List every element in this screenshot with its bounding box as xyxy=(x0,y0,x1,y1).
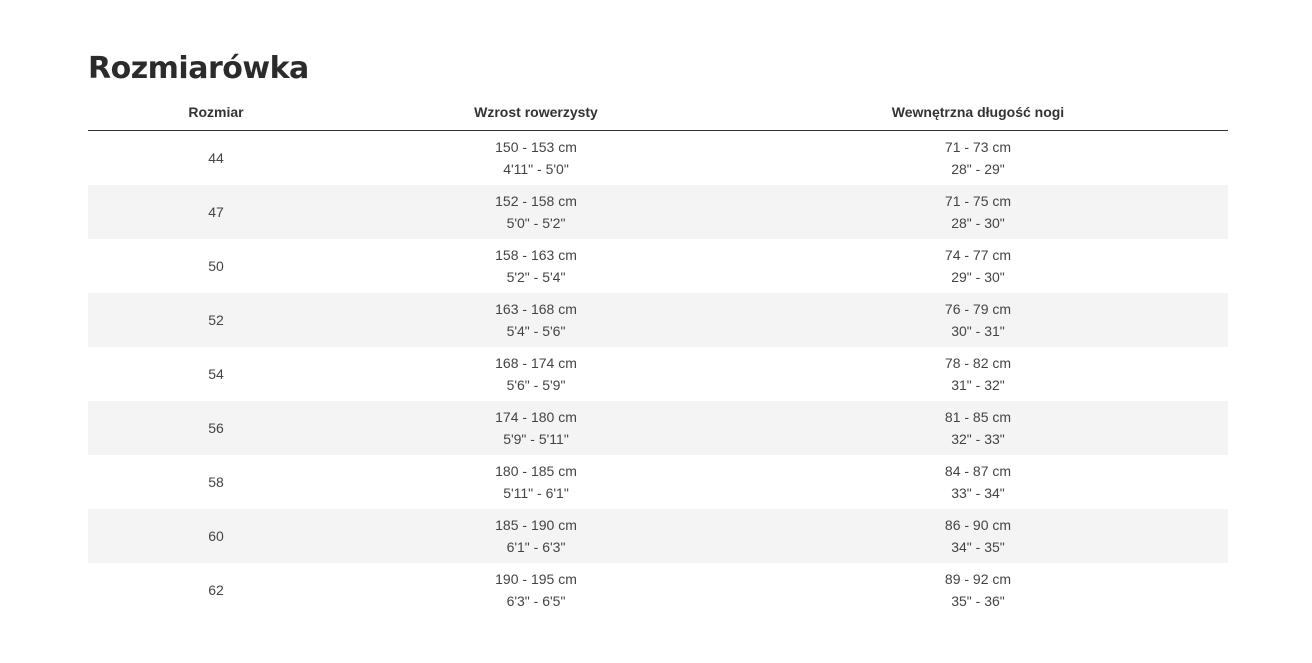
inseam-cell xyxy=(728,401,1228,455)
height-cm: 150 - 153 cm xyxy=(495,138,577,155)
page-title: Rozmiarówka xyxy=(88,51,309,86)
height-cm: 152 - 158 cm xyxy=(495,192,577,209)
height-in: 4'11" - 5'0" xyxy=(503,160,569,177)
column-header-rider-height: Wzrost rowerzysty xyxy=(344,94,728,131)
inseam-cell xyxy=(728,185,1228,239)
table-row xyxy=(88,239,1228,293)
size-table xyxy=(88,94,1228,617)
inseam-in: 29" - 30" xyxy=(951,268,1005,285)
inseam-in: 31" - 32" xyxy=(951,376,1005,393)
inseam-cm: 71 - 73 cm xyxy=(944,138,1012,155)
rider-height-cell xyxy=(344,185,728,239)
table-row xyxy=(88,347,1228,401)
size-chart-section xyxy=(88,50,1228,617)
size-cell: 56 xyxy=(208,419,224,436)
inseam-cell xyxy=(728,509,1228,563)
height-cm: 163 - 168 cm xyxy=(495,300,577,317)
rider-height-cell xyxy=(344,131,728,185)
rider-height-cell xyxy=(344,563,728,617)
height-cm: 174 - 180 cm xyxy=(495,408,577,425)
height-in: 5'0" - 5'2" xyxy=(506,214,566,231)
height-in: 6'1" - 6'3" xyxy=(506,538,566,555)
inseam-in: 28" - 29" xyxy=(951,160,1005,177)
size-cell: 54 xyxy=(208,365,224,382)
table-row xyxy=(88,455,1228,509)
rider-height-cell xyxy=(344,347,728,401)
inseam-cm: 76 - 79 cm xyxy=(944,300,1012,317)
table-row xyxy=(88,563,1228,617)
table-row xyxy=(88,401,1228,455)
size-cell: 52 xyxy=(208,311,224,328)
size-cell: 58 xyxy=(208,473,224,490)
inseam-in: 28" - 30" xyxy=(951,214,1005,231)
inseam-cm: 84 - 87 cm xyxy=(944,462,1012,479)
inseam-cell xyxy=(728,131,1228,185)
table-row xyxy=(88,131,1228,185)
inseam-cell xyxy=(728,293,1228,347)
inseam-cm: 78 - 82 cm xyxy=(944,354,1012,371)
inseam-cm: 81 - 85 cm xyxy=(944,408,1012,425)
rider-height-cell xyxy=(344,239,728,293)
column-header-size: Rozmiar xyxy=(88,94,344,131)
size-cell: 62 xyxy=(208,581,224,598)
table-row xyxy=(88,185,1228,239)
height-cm: 185 - 190 cm xyxy=(495,516,577,533)
height-cm: 168 - 174 cm xyxy=(495,354,577,371)
height-in: 5'11" - 6'1" xyxy=(503,484,569,501)
inseam-in: 33" - 34" xyxy=(951,484,1005,501)
inseam-cell xyxy=(728,455,1228,509)
size-cell: 60 xyxy=(208,527,224,544)
height-cm: 180 - 185 cm xyxy=(495,462,577,479)
inseam-cell xyxy=(728,239,1228,293)
inseam-in: 30" - 31" xyxy=(951,322,1005,339)
table-body xyxy=(88,131,1228,617)
height-in: 5'9" - 5'11" xyxy=(503,430,569,447)
inseam-in: 32" - 33" xyxy=(951,430,1005,447)
inseam-cm: 89 - 92 cm xyxy=(944,570,1012,587)
rider-height-cell xyxy=(344,401,728,455)
rider-height-cell xyxy=(344,455,728,509)
inseam-in: 34" - 35" xyxy=(951,538,1005,555)
rider-height-cell xyxy=(344,509,728,563)
table-row xyxy=(88,509,1228,563)
height-in: 5'6" - 5'9" xyxy=(506,376,566,393)
table-header-row xyxy=(88,94,1228,131)
height-cm: 158 - 163 cm xyxy=(495,246,577,263)
inseam-in: 35" - 36" xyxy=(951,592,1005,609)
inseam-cell xyxy=(728,563,1228,617)
height-in: 6'3" - 6'5" xyxy=(506,592,566,609)
inseam-cm: 71 - 75 cm xyxy=(944,192,1012,209)
column-header-inseam: Wewnętrzna długość nogi xyxy=(728,94,1228,131)
height-in: 5'4" - 5'6" xyxy=(506,322,566,339)
rider-height-cell xyxy=(344,293,728,347)
size-cell: 47 xyxy=(208,203,224,220)
table-header xyxy=(88,94,1228,131)
inseam-cell xyxy=(728,347,1228,401)
size-cell: 50 xyxy=(208,257,224,274)
height-in: 5'2" - 5'4" xyxy=(506,268,566,285)
inseam-cm: 86 - 90 cm xyxy=(944,516,1012,533)
height-cm: 190 - 195 cm xyxy=(495,570,577,587)
size-cell: 44 xyxy=(208,149,224,166)
inseam-cm: 74 - 77 cm xyxy=(944,246,1012,263)
table-row xyxy=(88,293,1228,347)
